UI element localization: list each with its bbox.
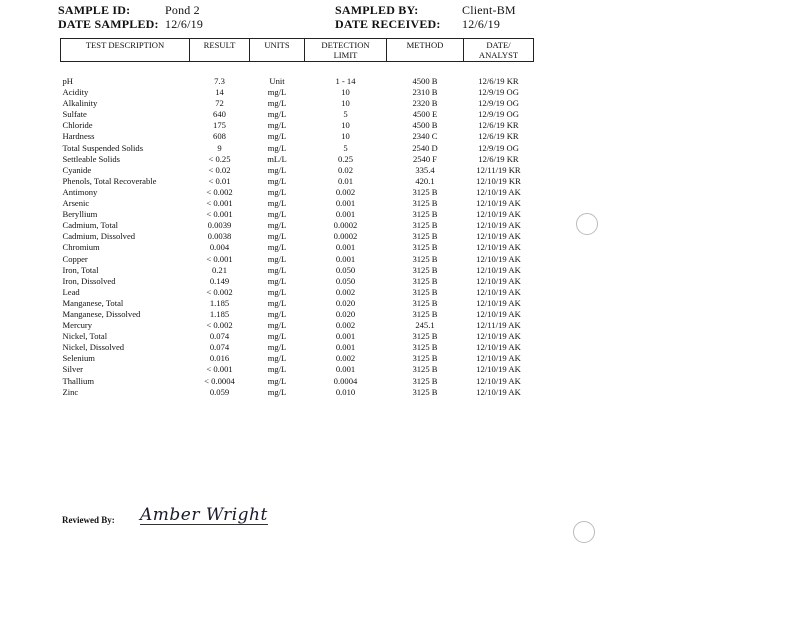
cell-units: mg/L <box>267 308 287 319</box>
cell-limit: 0.0004 <box>333 375 358 386</box>
cell-method: 3125 B <box>412 375 438 386</box>
cell-test: Beryllium <box>62 209 98 220</box>
cell-limit: 0.001 <box>335 331 356 342</box>
table-row <box>61 176 534 187</box>
cell-test: Iron, Dissolved <box>62 275 116 286</box>
table-row <box>61 220 534 231</box>
cell-method: 3125 B <box>412 253 438 264</box>
cell-limit: 0.01 <box>337 175 354 186</box>
table-row <box>61 287 534 298</box>
cell-units: mg/L <box>267 375 287 386</box>
cell-result: 7.3 <box>214 76 225 86</box>
cell-limit: 0.002 <box>335 186 356 197</box>
cell-limit: 0.001 <box>335 242 356 253</box>
cell-limit: 0.002 <box>335 353 356 364</box>
cell-result: < 0.001 <box>206 198 233 209</box>
cell-test: Alkalinity <box>62 98 98 109</box>
col-detection-limit: DETECTION LIMIT <box>305 39 387 62</box>
cell-test: Settleable Solids <box>62 153 121 164</box>
cell-date: 12/6/19 KR <box>478 131 519 142</box>
cell-result: < 0.002 <box>206 320 233 331</box>
cell-method: 2320 B <box>412 98 438 109</box>
cell-method: 3125 B <box>412 242 438 253</box>
table-row <box>61 309 534 320</box>
table-row <box>61 143 534 154</box>
cell-method: 420.1 <box>415 175 435 186</box>
table-row <box>61 342 534 353</box>
cell-test: Nickel, Dissolved <box>62 342 125 353</box>
cell-test: Acidity <box>62 87 89 98</box>
cell-units: mg/L <box>267 342 287 353</box>
cell-units: mg/L <box>267 142 287 153</box>
cell-test: Chromium <box>62 242 100 253</box>
cell-units: mL/L <box>267 153 287 164</box>
cell-result: < 0.001 <box>206 364 233 375</box>
cell-limit: 1 - 14 <box>335 76 356 86</box>
cell-method: 3125 B <box>412 209 438 220</box>
cell-limit: 0.001 <box>335 364 356 375</box>
cell-method: 2540 D <box>412 142 438 153</box>
cell-method: 3125 B <box>412 342 438 353</box>
cell-date: 12/10/19 AK <box>476 331 521 342</box>
cell-method: 2540 F <box>412 153 438 164</box>
cell-test: Cadmium, Total <box>62 220 119 231</box>
cell-test: Zinc <box>62 386 79 397</box>
cell-limit: 5 <box>343 142 348 153</box>
cell-result: 0.059 <box>209 386 230 397</box>
cell-date: 12/10/19 AK <box>476 220 521 231</box>
cell-date: 12/10/19 AK <box>476 297 521 308</box>
results-body <box>61 62 534 398</box>
cell-result: < 0.02 <box>208 164 231 175</box>
cell-limit: 0.0002 <box>333 231 358 242</box>
cell-test: Cyanide <box>62 164 92 175</box>
cell-result: 72 <box>215 98 224 109</box>
cell-test: Mercury <box>62 320 93 331</box>
cell-date: 12/9/19 OG <box>478 142 519 153</box>
cell-units: mg/L <box>267 120 287 131</box>
signature: Amber Wright <box>140 505 268 525</box>
cell-limit: 0.001 <box>335 209 356 220</box>
cell-test: Phenols, Total Recoverable <box>62 175 157 186</box>
cell-result: < 0.001 <box>206 253 233 264</box>
cell-date: 12/10/19 AK <box>476 275 521 286</box>
cell-test: Antimony <box>62 186 98 197</box>
cell-date: 12/10/19 AK <box>476 342 521 353</box>
table-row <box>61 87 534 98</box>
cell-date: 12/9/19 OG <box>478 87 519 98</box>
sampled-by-label: SAMPLED BY: <box>335 3 419 17</box>
cell-date: 12/11/19 KR <box>476 164 521 175</box>
table-row <box>61 353 534 364</box>
cell-units: mg/L <box>267 275 287 286</box>
cell-method: 3125 B <box>412 275 438 286</box>
cell-limit: 0.001 <box>335 198 356 209</box>
cell-limit: 5 <box>343 109 348 120</box>
cell-limit: 10 <box>341 87 350 98</box>
cell-result: 175 <box>213 120 226 131</box>
cell-date: 12/9/19 OG <box>478 109 519 120</box>
cell-method: 3125 B <box>412 297 438 308</box>
table-row <box>61 131 534 142</box>
cell-method: 3125 B <box>412 264 438 275</box>
cell-units: mg/L <box>267 364 287 375</box>
cell-result: 0.004 <box>209 242 230 253</box>
cell-test: Hardness <box>62 131 95 142</box>
date-received-value: 12/6/19 <box>462 17 501 31</box>
col-units: UNITS <box>250 39 305 62</box>
cell-limit: 0.002 <box>335 320 356 331</box>
table-row <box>61 62 534 88</box>
cell-test: Chloride <box>62 120 93 131</box>
table-row <box>61 242 534 253</box>
cell-date: 12/9/19 OG <box>478 98 519 109</box>
table-row <box>61 265 534 276</box>
table-row <box>61 98 534 109</box>
cell-result: < 0.25 <box>208 153 231 164</box>
cell-date: 12/10/19 AK <box>476 209 521 220</box>
cell-units: mg/L <box>267 320 287 331</box>
sampled-by-value: Client-BM <box>462 3 516 17</box>
cell-limit: 0.010 <box>335 386 356 397</box>
cell-units: mg/L <box>267 98 287 109</box>
reviewed-by-label: Reviewed By: <box>62 515 115 525</box>
cell-date: 12/6/19 KR <box>478 153 519 164</box>
cell-result: 0.149 <box>209 275 230 286</box>
cell-method: 335.4 <box>415 164 435 175</box>
date-received-label: DATE RECEIVED: <box>335 17 441 31</box>
cell-date: 12/6/19 KR <box>478 76 519 86</box>
cell-units: mg/L <box>267 131 287 142</box>
cell-result: 640 <box>213 109 226 120</box>
cell-limit: 0.050 <box>335 264 356 275</box>
cell-test: Arsenic <box>62 198 90 209</box>
cell-test: Thallium <box>62 375 95 386</box>
col-test-description: TEST DESCRIPTION <box>61 39 190 62</box>
cell-result: 0.21 <box>211 264 228 275</box>
table-row <box>61 254 534 265</box>
cell-test: Lead <box>62 286 80 297</box>
cell-method: 3125 B <box>412 198 438 209</box>
cell-units: mg/L <box>267 198 287 209</box>
cell-result: < 0.0004 <box>204 375 235 386</box>
cell-limit: 10 <box>341 131 350 142</box>
cell-method: 4500 B <box>412 76 438 86</box>
table-row <box>61 387 534 398</box>
cell-result: 1.185 <box>209 297 230 308</box>
cell-limit: 0.02 <box>337 164 354 175</box>
table-row <box>61 165 534 176</box>
cell-units: mg/L <box>267 164 287 175</box>
cell-units: mg/L <box>267 253 287 264</box>
cell-test: Manganese, Total <box>62 297 124 308</box>
cell-units: mg/L <box>267 242 287 253</box>
cell-test: Nickel, Total <box>62 331 108 342</box>
sample-id-value: Pond 2 <box>165 3 200 17</box>
cell-date: 12/10/19 AK <box>476 242 521 253</box>
cell-limit: 0.002 <box>335 286 356 297</box>
sample-id-label: SAMPLE ID: <box>58 3 131 17</box>
cell-limit: 0.001 <box>335 342 356 353</box>
cell-units: mg/L <box>267 286 287 297</box>
table-row <box>61 331 534 342</box>
table-row <box>61 154 534 165</box>
cell-method: 3125 B <box>412 386 438 397</box>
cell-result: 9 <box>217 142 222 153</box>
signature-line <box>140 524 268 525</box>
cell-limit: 0.020 <box>335 297 356 308</box>
cell-limit: 0.0002 <box>333 220 358 231</box>
cell-date: 12/10/19 AK <box>476 198 521 209</box>
cell-test: Total Suspended Solids <box>62 142 144 153</box>
col-date-analyst: DATE/ ANALYST <box>464 39 534 62</box>
table-row <box>61 376 534 387</box>
cell-date: 12/10/19 AK <box>476 386 521 397</box>
cell-limit: 0.001 <box>335 253 356 264</box>
cell-limit: 10 <box>341 120 350 131</box>
cell-method: 2310 B <box>412 87 438 98</box>
cell-date: 12/11/19 AK <box>476 320 521 331</box>
cell-method: 3125 B <box>412 186 438 197</box>
cell-date: 12/10/19 AK <box>476 353 521 364</box>
cell-date: 12/10/19 AK <box>476 231 521 242</box>
table-row <box>61 120 534 131</box>
cell-units: mg/L <box>267 386 287 397</box>
col-result: RESULT <box>190 39 250 62</box>
cell-test: pH <box>62 76 74 86</box>
cell-result: 0.074 <box>209 342 230 353</box>
cell-result: < 0.002 <box>206 286 233 297</box>
cell-method: 2340 C <box>412 131 438 142</box>
cell-result: < 0.001 <box>206 209 233 220</box>
cell-test: Silver <box>62 364 84 375</box>
cell-result: < 0.01 <box>208 175 231 186</box>
cell-date: 12/10/19 AK <box>476 375 521 386</box>
cell-units: mg/L <box>267 209 287 220</box>
cell-method: 4500 B <box>412 120 438 131</box>
cell-result: < 0.002 <box>206 186 233 197</box>
table-row <box>61 209 534 220</box>
cell-method: 3125 B <box>412 353 438 364</box>
cell-result: 0.0039 <box>207 220 232 231</box>
cell-units: mg/L <box>267 297 287 308</box>
table-header-row <box>61 39 534 62</box>
cell-method: 4500 E <box>412 109 438 120</box>
cell-units: mg/L <box>267 264 287 275</box>
cell-limit: 10 <box>341 98 350 109</box>
date-sampled-value: 12/6/19 <box>165 17 204 31</box>
cell-units: mg/L <box>267 87 287 98</box>
cell-date: 12/10/19 AK <box>476 264 521 275</box>
cell-limit: 0.050 <box>335 275 356 286</box>
punch-hole <box>576 213 598 235</box>
results-table <box>60 38 534 398</box>
cell-date: 12/10/19 AK <box>476 308 521 319</box>
col-method: METHOD <box>387 39 464 62</box>
table-row <box>61 198 534 209</box>
punch-hole <box>573 521 595 543</box>
cell-result: 0.074 <box>209 331 230 342</box>
cell-limit: 0.25 <box>337 153 354 164</box>
cell-result: 0.016 <box>209 353 230 364</box>
table-row <box>61 231 534 242</box>
cell-date: 12/10/19 AK <box>476 186 521 197</box>
cell-units: mg/L <box>267 186 287 197</box>
table-row <box>61 364 534 375</box>
cell-units: Unit <box>269 76 285 86</box>
cell-units: mg/L <box>267 331 287 342</box>
table-row <box>61 187 534 198</box>
cell-date: 12/10/19 KR <box>476 175 521 186</box>
cell-method: 3125 B <box>412 364 438 375</box>
table-row <box>61 276 534 287</box>
cell-units: mg/L <box>267 109 287 120</box>
cell-method: 245.1 <box>415 320 435 331</box>
cell-date: 12/10/19 AK <box>476 253 521 264</box>
cell-test: Manganese, Dissolved <box>62 308 141 319</box>
cell-test: Sulfate <box>62 109 87 120</box>
table-row <box>61 320 534 331</box>
cell-units: mg/L <box>267 220 287 231</box>
cell-method: 3125 B <box>412 308 438 319</box>
cell-units: mg/L <box>267 231 287 242</box>
cell-units: mg/L <box>267 353 287 364</box>
cell-method: 3125 B <box>412 231 438 242</box>
cell-test: Copper <box>62 253 88 264</box>
cell-result: 608 <box>213 131 226 142</box>
cell-result: 0.0038 <box>207 231 232 242</box>
date-sampled-label: DATE SAMPLED: <box>58 17 159 31</box>
cell-limit: 0.020 <box>335 308 356 319</box>
cell-method: 3125 B <box>412 220 438 231</box>
table-row <box>61 298 534 309</box>
cell-test: Selenium <box>62 353 95 364</box>
cell-units: mg/L <box>267 175 287 186</box>
cell-test: Iron, Total <box>62 264 99 275</box>
cell-method: 3125 B <box>412 286 438 297</box>
cell-method: 3125 B <box>412 331 438 342</box>
cell-date: 12/10/19 AK <box>476 286 521 297</box>
table-row <box>61 109 534 120</box>
cell-result: 1.185 <box>209 308 230 319</box>
cell-date: 12/6/19 KR <box>478 120 519 131</box>
cell-test: Cadmium, Dissolved <box>62 231 136 242</box>
cell-date: 12/10/19 AK <box>476 364 521 375</box>
cell-result: 14 <box>215 87 224 98</box>
